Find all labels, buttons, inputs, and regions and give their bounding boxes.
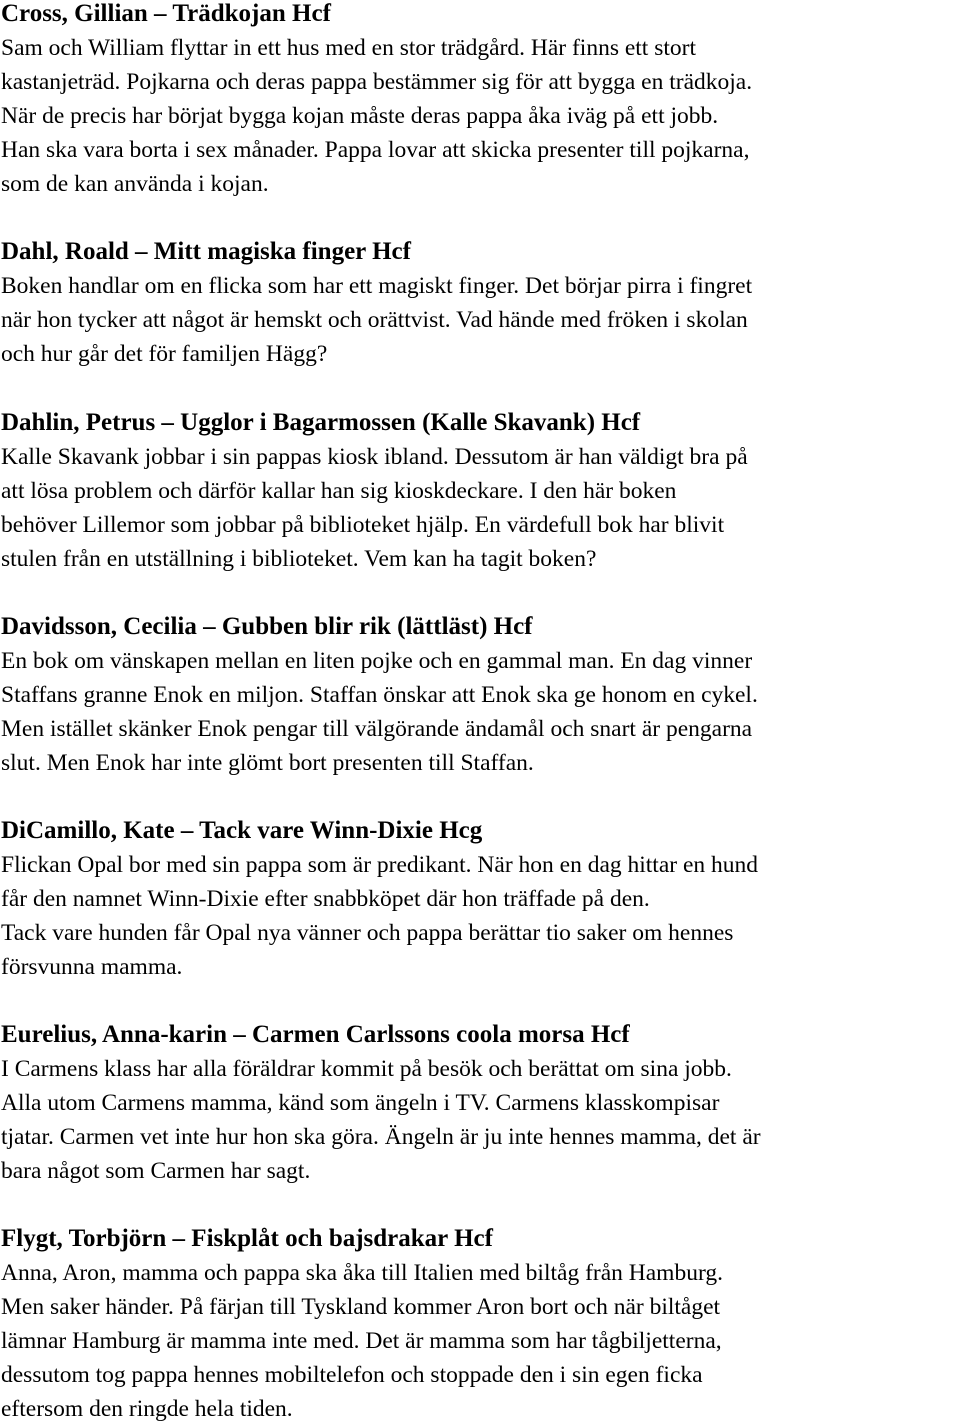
description-line: En bok om vänskapen mellan en liten pojke och en gammal man. En dag vinner	[1, 648, 753, 674]
description-line: får den namnet Winn-Dixie efter snabbköpet där hon träffade på den.	[1, 886, 650, 912]
description-line: bara något som Carmen har sagt.	[1, 1158, 311, 1184]
book-title: Eurelius, Anna-karin – Carmen Carlssons coola morsa Hcf	[1, 1021, 630, 1048]
description-line: Alla utom Carmens mamma, känd som ängeln i TV. Carmens klasskompisar	[1, 1090, 720, 1116]
description-line: när hon tycker att något är hemskt och orättvist. Vad hände med fröken i skolan	[1, 307, 748, 333]
book-entry	[1, 1018, 958, 1188]
description-line: dessutom tog pappa hennes mobiltelefon och stoppade den i sin egen ficka	[1, 1362, 703, 1388]
description-line: som de kan använda i kojan.	[1, 171, 269, 197]
book-entry	[1, 1222, 958, 1426]
description-line: I Carmens klass har alla föräldrar kommit på besök och berättat om sina jobb.	[1, 1056, 732, 1082]
description-line: försvunna mamma.	[1, 954, 183, 980]
book-entry	[1, 0, 958, 201]
description-line: Staffans granne Enok en miljon. Staffan önskar att Enok ska ge honom en cykel.	[1, 682, 758, 708]
book-title: Dahlin, Petrus – Ugglor i Bagarmossen (Kalle Skavank) Hcf	[1, 409, 641, 436]
description-line: Kalle Skavank jobbar i sin pappas kiosk ibland. Dessutom är han väldigt bra på	[1, 444, 748, 470]
description-line: Boken handlar om en flicka som har ett magiskt finger. Det börjar pirra i fingret	[1, 273, 753, 299]
book-entry	[1, 406, 958, 576]
description-line: Flickan Opal bor med sin pappa som är predikant. När hon en dag hittar en hund	[1, 852, 759, 878]
description-line: eftersom den ringde hela tiden.	[1, 1396, 293, 1422]
book-title: Davidsson, Cecilia – Gubben blir rik (lättläst) Hcf	[1, 613, 533, 640]
description-line: Anna, Aron, mamma och pappa ska åka till Italien med biltåg från Hamburg.	[1, 1260, 723, 1286]
book-entry	[1, 235, 958, 371]
book-entry	[1, 610, 958, 780]
book-title: Cross, Gillian – Trädkojan Hcf	[1, 0, 331, 27]
description-line: Men istället skänker Enok pengar till välgörande ändamål och snart är pengarna	[1, 716, 753, 742]
description-line: Sam och William flyttar in ett hus med en stor trädgård. Här finns ett stort	[1, 35, 696, 61]
description-line: att lösa problem och därför kallar han sig kioskdeckare. I den här boken	[1, 478, 677, 504]
description-line: lämnar Hamburg är mamma inte med. Det är mamma som har tågbiljetterna,	[1, 1328, 722, 1354]
description-line: Men saker händer. På färjan till Tyskland kommer Aron bort och när biltåget	[1, 1294, 721, 1320]
description-line: Tack vare hunden får Opal nya vänner och pappa berättar tio saker om hennes	[1, 920, 734, 946]
description-line: stulen från en utställning i biblioteket. Vem kan ha tagit boken?	[1, 546, 597, 572]
description-line: kastanjeträd. Pojkarna och deras pappa bestämmer sig för att bygga en trädkoja.	[1, 69, 753, 95]
book-entry	[1, 814, 958, 984]
description-line: tjatar. Carmen vet inte hur hon ska göra. Ängeln är ju inte hennes mamma, det är	[1, 1124, 761, 1150]
book-title: DiCamillo, Kate – Tack vare Winn-Dixie Hcg	[1, 817, 483, 844]
description-line: behöver Lillemor som jobbar på biblioteket hjälp. En värdefull bok har blivit	[1, 512, 725, 538]
description-line: och hur går det för familjen Hägg?	[1, 341, 328, 367]
description-line: När de precis har börjat bygga kojan måste deras pappa åka iväg på ett jobb.	[1, 103, 719, 129]
description-line: Han ska vara borta i sex månader. Pappa lovar att skicka presenter till pojkarna,	[1, 137, 750, 163]
description-line: slut. Men Enok har inte glömt bort presenten till Staffan.	[1, 750, 534, 776]
book-title: Flygt, Torbjörn – Fiskplåt och bajsdrakar Hcf	[1, 1225, 493, 1252]
book-title: Dahl, Roald – Mitt magiska finger Hcf	[1, 238, 411, 265]
